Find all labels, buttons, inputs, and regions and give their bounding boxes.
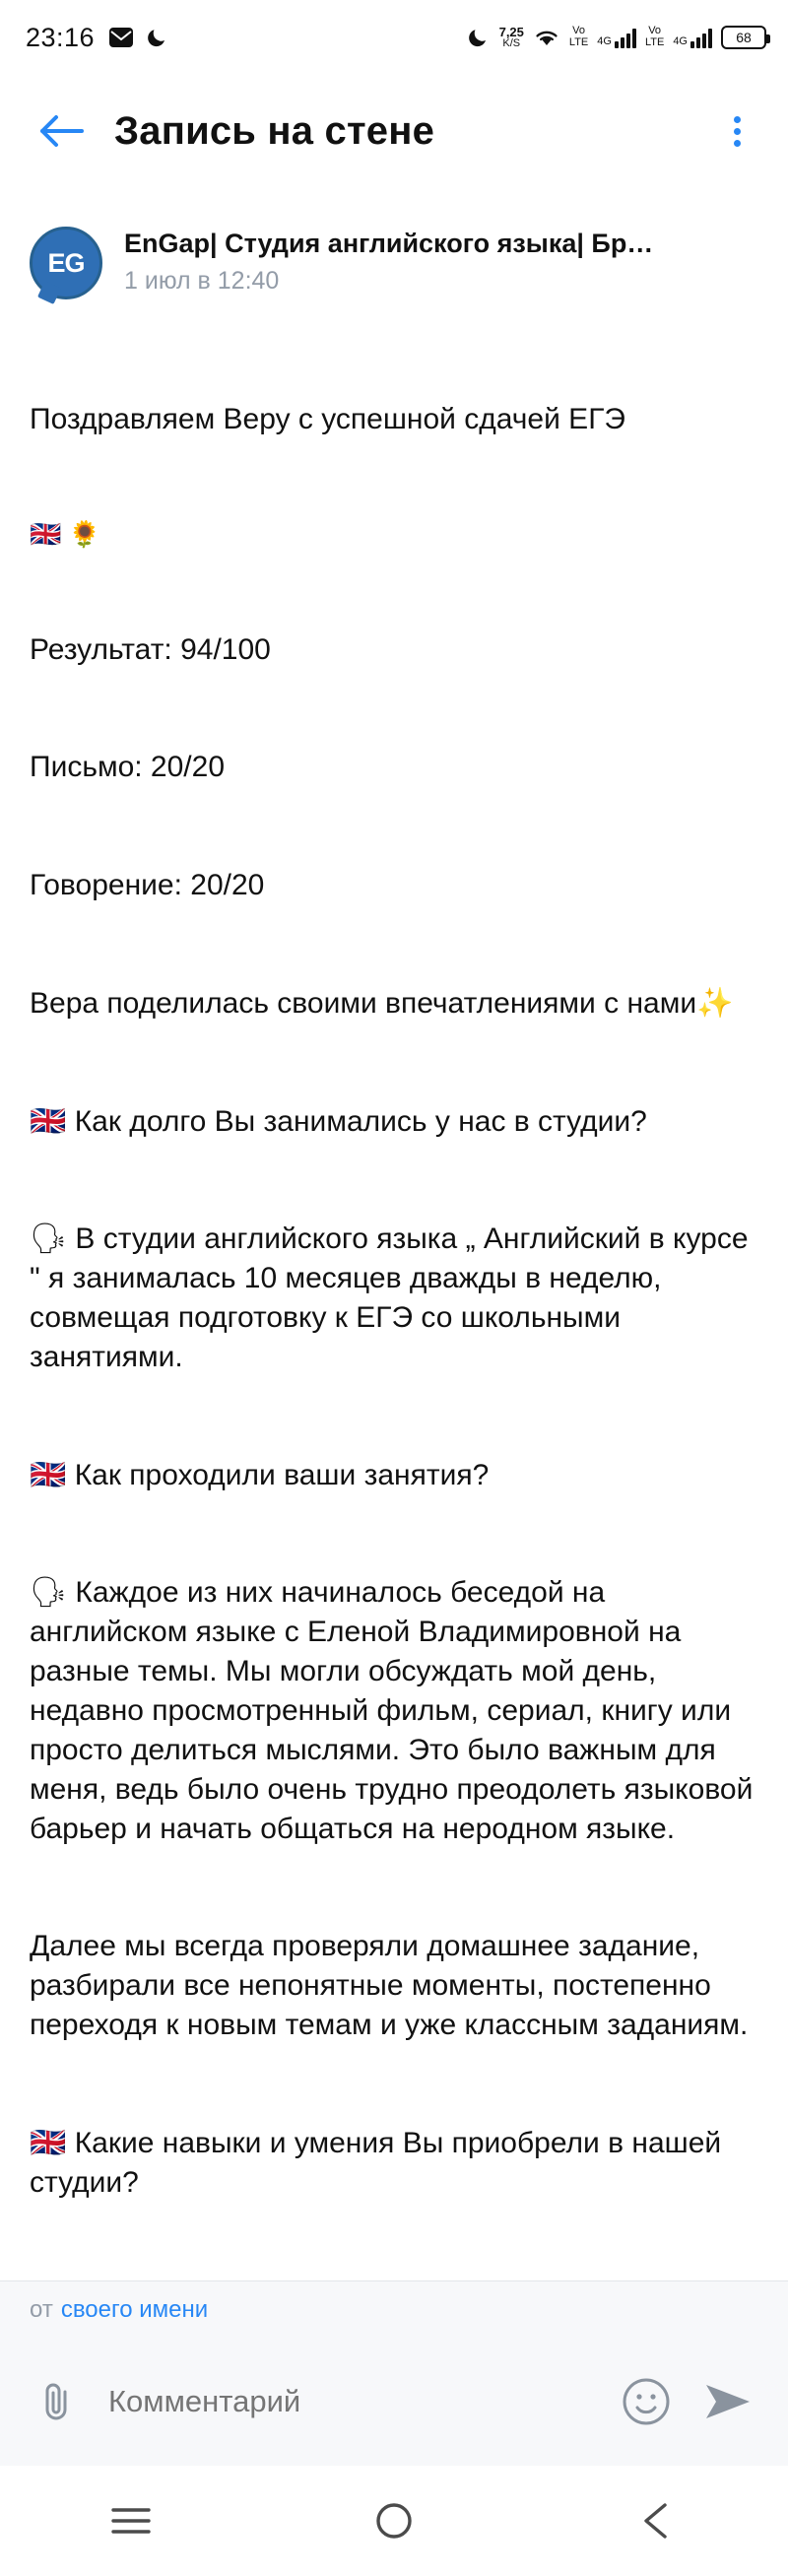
comment-input[interactable] xyxy=(108,2384,593,2419)
sim2-gen-label xyxy=(673,36,688,48)
paperclip-icon[interactable] xyxy=(32,2376,83,2427)
post-paragraph: 🇬🇧 Как долго Вы занимались у нас в студии? xyxy=(30,1104,647,1138)
post-author[interactable]: EnGap| Студия английского языка| Бр… xyxy=(124,229,654,258)
send-icon[interactable] xyxy=(699,2373,756,2430)
back-arrow-icon[interactable] xyxy=(33,103,89,159)
post-paragraph: 🗣 В студии английского языка „ Английский в курсе " я занималась 10 месяцев дважды в неделю, совмещая подготовку к ЕГЭ со школьными занятиями. xyxy=(30,1222,756,1373)
back-triangle-icon[interactable] xyxy=(598,2481,716,2560)
sim1-lte-label: LTE xyxy=(568,36,589,48)
battery-indicator xyxy=(721,26,766,49)
status-bar-right xyxy=(469,26,766,49)
moon-icon xyxy=(148,27,169,48)
post-paragraph: Говорение: 20/20 xyxy=(30,869,265,902)
post-as-value[interactable]: своего имени xyxy=(60,2295,209,2323)
comment-bar xyxy=(0,2338,788,2466)
home-circle-icon[interactable] xyxy=(335,2481,453,2560)
sim1-gen-text: 4G xyxy=(597,35,612,48)
post-paragraph: Письмо: 20/20 xyxy=(30,751,226,784)
avatar[interactable] xyxy=(30,227,102,299)
sim2-gen-text: 4G xyxy=(673,35,688,48)
page-title: Запись на стене xyxy=(114,108,435,153)
sim1-signal xyxy=(597,27,636,48)
sim1-gen-label xyxy=(597,36,612,48)
post-text xyxy=(0,299,788,2280)
post-header[interactable] xyxy=(0,187,788,299)
dnd-moon-icon xyxy=(469,27,491,48)
sim1-volte-label: Vo xyxy=(572,25,586,37)
network-speed-indicator xyxy=(499,26,524,49)
post-paragraph: 🇬🇧 Какие навыки и умения Вы приобрели в нашей студии? xyxy=(30,2126,730,2199)
kebab-menu-icon[interactable] xyxy=(713,103,760,159)
sim2-network-label xyxy=(645,26,664,48)
avatar-initials: EG xyxy=(47,247,85,278)
post-paragraph: Вера поделилась своими впечатлениями с нами✨ xyxy=(30,986,734,1020)
post-as-bar[interactable] xyxy=(0,2280,788,2338)
post-content[interactable] xyxy=(0,187,788,2280)
system-nav-bar xyxy=(0,2466,788,2576)
sim2-signal-bars xyxy=(690,27,712,48)
post-date: 1 июл в 12:40 xyxy=(124,267,280,295)
post-paragraph: 🇬🇧 🌻 xyxy=(30,519,100,550)
sim1-signal-bars xyxy=(615,27,636,48)
post-paragraph: 🗣 Каждое из них начиналось беседой на английском языке с Еленой Владимировной на разные темы. Мы могли обсуждать мой день, недавно просмотренный фильм, сериал, книгу или просто делиться мыслями. Это было важным для меня, ведь было очень трудно преодолеть языковой барьер и начать общаться на неродном языке. xyxy=(30,1576,761,1845)
network-speed-value: 7,25 xyxy=(498,25,524,39)
status-bar-left xyxy=(26,23,169,53)
sim2-volte-label: Vo xyxy=(648,25,662,37)
post-paragraph: 🇬🇧 Как проходили ваши занятия? xyxy=(30,1458,490,1491)
sim2-lte-label: LTE xyxy=(644,36,665,48)
battery-percent: 68 xyxy=(736,30,752,45)
post-paragraph: Результат: 94/100 xyxy=(30,632,271,666)
sim2-signal xyxy=(673,27,712,48)
post-paragraph: Поздравляем Веру с успешной сдачей ЕГЭ xyxy=(30,402,625,435)
sim1-network-label xyxy=(569,26,588,48)
post-meta xyxy=(124,227,653,296)
wifi-icon xyxy=(533,27,560,48)
mail-icon xyxy=(108,27,134,48)
status-clock: 23:16 xyxy=(26,22,96,52)
menu-lines-icon[interactable] xyxy=(72,2481,190,2560)
post-as-label: от xyxy=(30,2295,53,2323)
post-paragraph: Далее мы всегда проверяли домашнее задание, разбирали все непонятные моменты, постепенно переходя к новым темам и уже классным заданиям. xyxy=(30,1930,749,2041)
smiley-icon[interactable] xyxy=(619,2374,674,2429)
status-bar xyxy=(0,0,788,75)
app-bar xyxy=(0,75,788,187)
network-speed-unit: K/S xyxy=(502,37,521,49)
